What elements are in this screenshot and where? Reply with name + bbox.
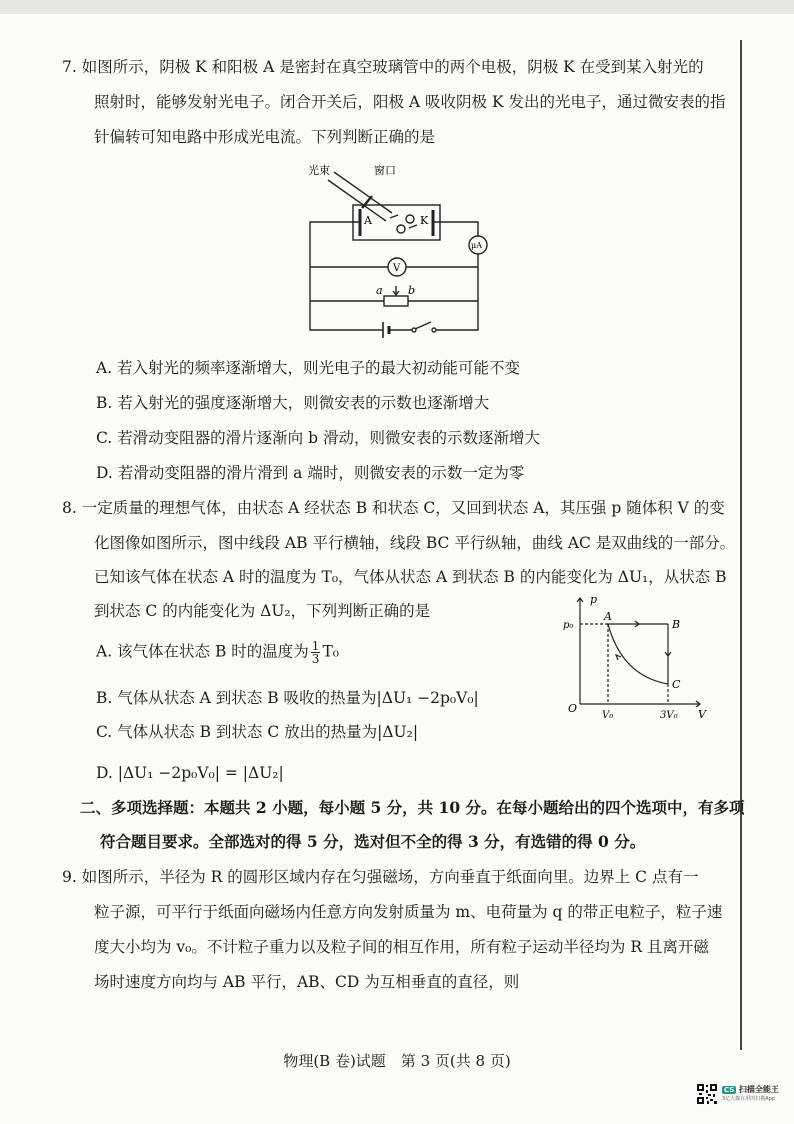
rheostat bbox=[384, 296, 408, 306]
electron-arrow-1 bbox=[390, 215, 398, 218]
point-c-label: C bbox=[672, 678, 681, 691]
rheostat-end-a-label: a bbox=[376, 284, 383, 297]
v0-label: V₀ bbox=[602, 710, 614, 721]
q8-option-b: B. 气体从状态 A 到状态 B 吸收的热量为|ΔU₁ −2p₀V₀| bbox=[96, 689, 479, 707]
v3-label: 3V₀ bbox=[660, 710, 678, 721]
switch-lever bbox=[415, 322, 431, 329]
scanner-watermark bbox=[722, 1084, 779, 1102]
qr-code-icon bbox=[696, 1083, 718, 1105]
scanner-tagline: 3亿人都在用的扫描App bbox=[722, 1096, 775, 1102]
q8-stem-line-2: 化图像如图所示，图中线段 AB 平行横轴，线段 BC 平行纵轴，曲线 AC 是双曲线的一部分。 bbox=[94, 534, 736, 552]
q7-option-a: A. 若入射光的频率逐渐增大，则光电子的最大初动能可能不变 bbox=[96, 359, 521, 377]
ca-direction-arrow bbox=[616, 655, 621, 660]
scan-top-edge bbox=[0, 0, 794, 14]
q7-option-b: B. 若入射光的强度逐渐增大，则微安表的示数也逐渐增大 bbox=[96, 394, 490, 412]
q8-option-a bbox=[96, 640, 339, 665]
q8-stem-line-3: 已知该气体在状态 A 时的温度为 T₀，气体从状态 A 到状态 B 的内能变化为 ΔU₁，从状态 B bbox=[94, 568, 727, 586]
q7-option-d: D. 若滑动变阻器的滑片滑到 a 端时，则微安表的示数一定为零 bbox=[96, 464, 525, 482]
q8-option-a-fraction bbox=[311, 640, 321, 665]
scanner-brand: 扫描全能王 bbox=[738, 1085, 779, 1094]
v-axis-label: V bbox=[698, 708, 706, 721]
q9-stem-line-3: 度大小均为 v₀。不计粒子重力以及粒子间的相互作用，所有粒子运动半径均为 R 且离开磁 bbox=[94, 938, 709, 956]
q9-stem-line-2: 粒子源，可平行于纸面向磁场内任意方向发射质量为 m、电荷量为 q 的带正电粒子，粒子速 bbox=[94, 903, 723, 921]
q8-stem-line-1: 8. 一定质量的理想气体，由状态 A 经状态 B 和状态 C，又回到状态 A，其压强 p 随体积 V 的变 bbox=[62, 499, 725, 517]
right-wire-bottom bbox=[436, 254, 478, 330]
q7-option-c: C. 若滑动变阻器的滑片逐渐向 b 滑动，则微安表的示数逐渐增大 bbox=[96, 429, 540, 447]
rheostat-end-b-label: b bbox=[408, 284, 416, 297]
light-beam-ray-2 bbox=[328, 180, 386, 221]
fraction-numerator: 1 bbox=[311, 639, 320, 653]
origin-label: O bbox=[568, 702, 578, 715]
voltmeter-label: V bbox=[393, 263, 401, 274]
point-b-label: B bbox=[672, 618, 681, 631]
point-a-label: A bbox=[604, 610, 612, 623]
photoelectric-circuit-diagram bbox=[300, 160, 500, 345]
window-mark bbox=[362, 196, 372, 208]
left-wire bbox=[310, 222, 383, 330]
electron-2 bbox=[397, 225, 405, 233]
pv-graph bbox=[560, 592, 720, 727]
section-2-heading-line-1: 二、多项选择题：本题共 2 小题，每小题 5 分，共 10 分。在每小题给出的四个选项中，有多项 bbox=[80, 798, 745, 817]
window-label: 窗口 bbox=[374, 164, 396, 177]
q8-option-c: C. 气体从状态 B 到状态 C 放出的热量为|ΔU₂| bbox=[96, 723, 419, 741]
cathode-label: K bbox=[420, 214, 429, 227]
section-2-heading-line-2: 符合题目要求。全部选对的得 5 分，选对但不全的得 3 分，有选错的得 0 分。 bbox=[100, 832, 646, 851]
q8-stem-line-4: 到状态 C 的内能变化为 ΔU₂，下列判断正确的是 bbox=[94, 602, 431, 620]
q8-option-d: D. |ΔU₁ −2p₀V₀| = |ΔU₂| bbox=[96, 764, 284, 782]
light-beam-label: 光束 bbox=[308, 164, 330, 177]
fraction-denominator: 3 bbox=[311, 652, 320, 666]
switch-contact-right bbox=[432, 328, 436, 332]
page-footer: 物理(B 卷)试题 第 3 页(共 8 页) bbox=[283, 1052, 511, 1070]
p0-label: p₀ bbox=[563, 620, 574, 631]
q7-stem-line-3: 针偏转可知电路中形成光电流。下列判断正确的是 bbox=[94, 128, 436, 146]
binding-margin-line bbox=[740, 40, 742, 1050]
scanner-badge-icon: CS bbox=[724, 1086, 735, 1094]
electron-1 bbox=[406, 215, 414, 223]
q9-stem-line-4: 场时速度方向均与 AB 平行，AB、CD 为互相垂直的直径，则 bbox=[94, 973, 520, 991]
q8-option-a-prefix: A. 该气体在状态 B 时的温度为 bbox=[96, 642, 309, 661]
anode-label: A bbox=[364, 214, 372, 227]
electron-arrow-2 bbox=[409, 225, 417, 228]
curve-ac bbox=[608, 624, 668, 684]
q7-stem-line-1: 7. 如图所示，阴极 K 和阳极 A 是密封在真空玻璃管中的两个电极，阴极 K 在受到某入射光的 bbox=[62, 58, 704, 76]
q9-stem-line-1: 9. 如图所示，半径为 R 的圆形区域内存在匀强磁场，方向垂直于纸面向里。边界上 C 点有一 bbox=[62, 868, 699, 886]
q7-stem-line-2: 照射时，能够发射光电子。闭合开关后，阳极 A 吸收阴极 K 发出的光电子，通过微安表的指 bbox=[94, 93, 726, 111]
microammeter-label: μA bbox=[471, 241, 482, 250]
p-axis-label: p bbox=[590, 593, 598, 606]
q8-option-a-suffix: T₀ bbox=[322, 642, 339, 661]
